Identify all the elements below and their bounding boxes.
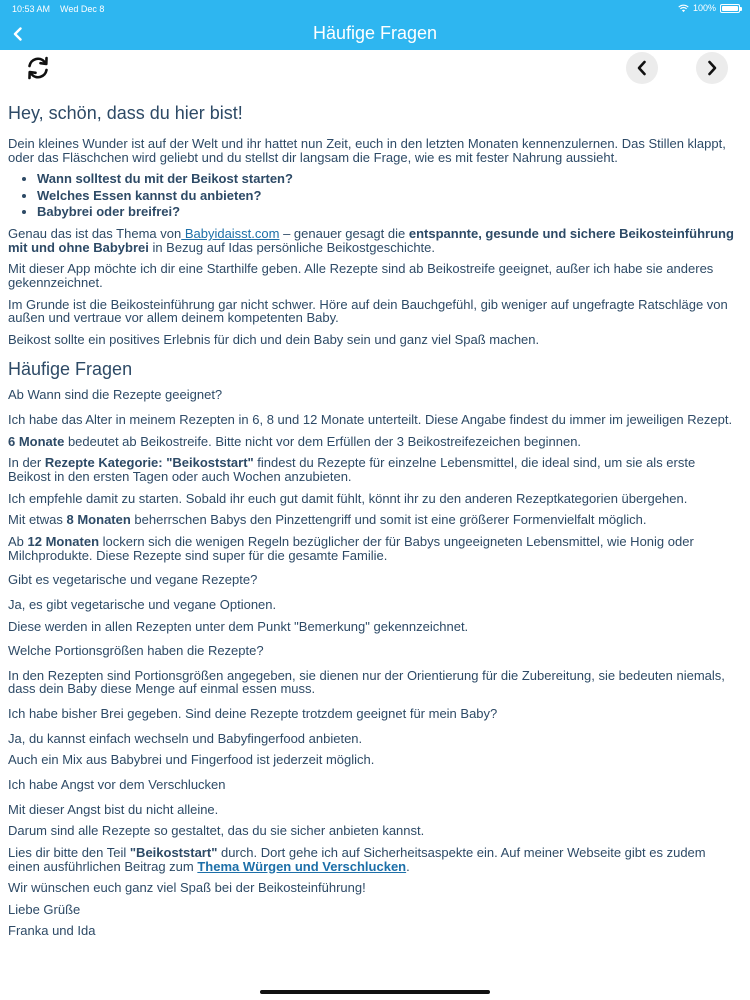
faq-answer: Mit dieser Angst bist du nicht alleine. (8, 801, 219, 817)
status-right (678, 3, 740, 13)
intro-paragraph: Im Grunde ist die Beikosteinführung gar nicht schwer. Höre auf dein Bauchgefühl, gib weniger auf ungefragte Ratschläge von außen und vertraue vor allem deinem kompetenten Baby. (8, 296, 728, 326)
list-item: • Welches Essen kannst du anbieten? (37, 189, 740, 203)
previous-button[interactable] (626, 52, 658, 84)
list-item: • Babybrei oder breifrei? (37, 205, 740, 219)
faq-answer: 6 Monate bedeutet ab Beikostreife. Bitte nicht vor dem Erfüllen der 3 Beikostreifezeichen beginnen. (8, 433, 582, 449)
home-indicator[interactable] (260, 990, 490, 994)
intro-paragraph: Beikost sollte ein positives Erlebnis für dich und dein Baby sein und ganz viel Spaß machen. (8, 331, 540, 347)
faq-question: Ab Wann sind die Rezepte geeignet? (8, 387, 223, 403)
intro-heading: Hey, schön, dass du hier bist! (8, 103, 243, 123)
nav-bar (0, 18, 750, 50)
battery-icon (720, 4, 740, 13)
faq-question: Ich habe Angst vor dem Verschlucken (8, 777, 226, 792)
faq-question: Gibt es vegetarische und vegane Rezepte? (8, 572, 258, 588)
refresh-button[interactable] (22, 52, 54, 84)
closing-signature: Franka und Ida (8, 923, 96, 939)
choking-topic-link[interactable]: Thema Würgen und Verschlucken (197, 858, 407, 874)
status-bar (0, 0, 750, 18)
faq-answer: Ja, du kannst einfach wechseln und Babyfingerfood anbieten. (8, 730, 363, 746)
faq-answer: In der Rezepte Kategorie: "Beikoststart" findest du Rezepte für einzelne Lebensmittel, die ideal sind, um sie als erste Beikost in den ersten Tagen oder auch Wochen anzubieten. (8, 455, 696, 485)
page-title: Häufige Fragen (312, 23, 438, 43)
wifi-icon (678, 4, 689, 13)
refresh-icon (25, 55, 51, 81)
faq-answer: Ich habe das Alter in meinem Rezepten in 6, 8 und 12 Monate unterteilt. Diese Angabe findest du immer im jeweiligen Rezept. (8, 412, 733, 428)
closing-text: Wir wünschen euch ganz viel Spaß bei der Beikosteinführung! (8, 880, 366, 896)
list-item: • Wann solltest du mit der Beikost starten? (37, 172, 740, 186)
faq-answer: Ich empfehle damit zu starten. Sobald ihr euch gut damit fühlt, könnt ihr zu den anderen Rezeptkategorien übergehen. (8, 490, 688, 506)
website-link[interactable]: Babyidaisst.com (181, 226, 280, 242)
faq-question: Ich habe bisher Brei gegeben. Sind deine Rezepte trotzdem geeignet für mein Baby? (8, 706, 498, 722)
battery-percent: 100% (692, 3, 716, 13)
status-time: 10:53 AM (12, 4, 51, 14)
faq-question: Welche Portionsgrößen haben die Rezepte? (8, 643, 264, 659)
faq-answer: Ab 12 Monaten lockern sich die wenigen Regeln bezüglicher der für Babys ungeeigneten Lebensmittel, wie Honig oder Milchprodukte. Diese Rezepte sind super für die gesamte Familie. (8, 533, 694, 563)
next-button[interactable] (696, 52, 728, 84)
faq-answer: Mit etwas 8 Monaten beherrschen Babys den Pinzettengriff und somit ist eine größerer Formenvielfalt möglich. (8, 512, 647, 528)
toolbar (0, 50, 750, 88)
faq-answer: Ja, es gibt vegetarische und vegane Optionen. (8, 596, 277, 612)
faq-heading: Häufige Fragen (8, 358, 133, 379)
intro-question-list (37, 172, 740, 219)
faq-answer: Lies dir bitte den Teil "Beikoststart" durch. Dort gehe ich auf Sicherheitsaspekte ein. Auf meiner Webseite gibt es zudem einen ausführlichen Beitrag zum Thema Würgen und Verschlucken. (8, 844, 706, 874)
intro-paragraph: Mit dieser App möchte ich dir eine Starthilfe geben. Alle Rezepte sind ab Beikostreife geeignet, außer ich habe sie anderes gekennzeichnet. (8, 261, 714, 291)
intro-paragraph: Dein kleines Wunder ist auf der Welt und ihr hattet nun Zeit, euch in den letzten Monaten kennenzulernen. Das Stillen klappt, oder das Fläschchen wird geliebt und du stellst dir langsam die Frage, wie es mit fester Nahrung aussieht. (8, 135, 726, 165)
faq-answer: In den Rezepten sind Portionsgrößen angegeben, sie dienen nur der Orientierung für die Zubereitung, sie bedeuten niemals, dass dein Baby diese Menge auf einmal essen muss. (8, 667, 725, 697)
chevron-left-icon (635, 60, 649, 76)
status-date: Wed Dec 8 (60, 4, 105, 14)
faq-answer: Auch ein Mix aus Babybrei und Fingerfood ist jederzeit möglich. (8, 752, 375, 768)
chevron-right-icon (705, 60, 719, 76)
article-content (8, 104, 740, 946)
closing-greeting: Liebe Grüße (8, 901, 81, 917)
faq-answer: Diese werden in allen Rezepten unter dem Punkt "Bemerkung" gekennzeichnet. (8, 618, 469, 634)
intro-paragraph: Genau das ist das Thema von Babyidaisst.com – genauer gesagt die entspannte, gesunde und sichere Beikosteinführung mit und ohne Babybrei in Bezug auf Idas persönliche Beikostgeschichte. (8, 226, 734, 255)
faq-answer: Darum sind alle Rezepte so gestaltet, das du sie sicher anbieten kannst. (8, 823, 425, 839)
